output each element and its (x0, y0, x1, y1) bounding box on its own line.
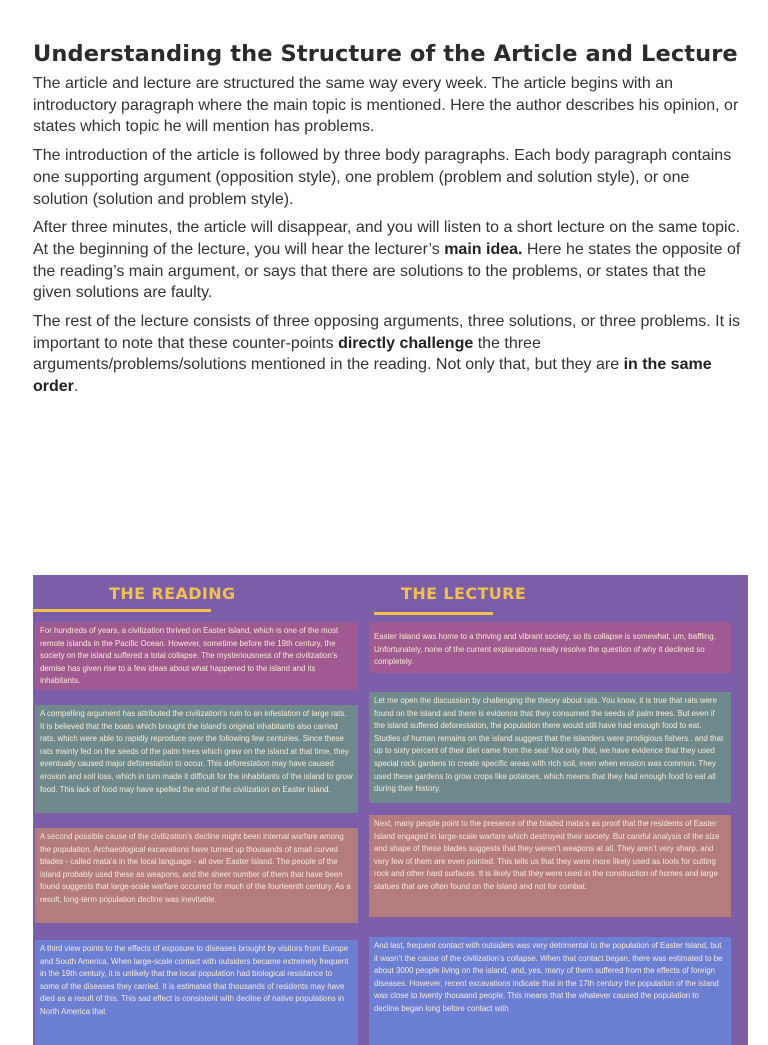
text: the three arguments/problems/solutions mentioned in the reading. Not only that, but they are (33, 334, 624, 374)
lecture-point-2-box: Next, many people point to the presence of the bladed mata’a as proof that the residents of Easter Island engaged in large-scale warfare which destroyed their society. But careful analysis of the size and shape of these blades suggests that they weren’t weapons at all. They aren’t very sharp, and very few of them are even pointed. This tells us that they were more likely used as tools for cutting rock and other hard surfaces. It is likely that they were used in the construction of homes and large statues that are often found on the island and not for combat. (369, 815, 731, 917)
reading-point-1-box: A compelling argument has attributed the civilization’s ruin to an infestation of large rats. It is believed that the boats which brought the island’s original inhabitants also carried rats, which were able to rapidly reproduce over the following few centuries. Since these rats mainly fed on the seeds of the palm trees which grew on the island at that time, they eventually caused major deforestation to occur. This deforestation may have caused erosion and soil loss, which in turn made it difficult for the inhabitants of the island to grow food. This lack of food may have spelled the end of the civilization on Easter Island. (35, 705, 358, 813)
paragraph-counterpoints (33, 311, 743, 398)
reading-heading-underline (33, 609, 211, 612)
lecture-heading: THE LECTURE (401, 584, 527, 603)
bold-directly-challenge: directly challenge (338, 334, 474, 352)
reading-point-3-box: A third view points to the effects of exposure to diseases brought by visitors from Europe and South America. When large-scale contact with outsiders became extremely frequent in the 19th century, it is unlikely that the local population had biological resistance to some of the diseases they carried. It is estimated that thousands of residents may have died as a result of this. This sad effect is consistent with decline of native populations in North America that (35, 940, 358, 1045)
reading-point-2-box: A second possible cause of the civilization’s decline might been internal warfare among the population. Archaeological excavations have turned up thousands of small curved blades - called mata’a in the local language - all over Easter Island. The people of the island probably used these as weapons, and the sheer number of them that have been found suggests that large-scale warfare occurred for much of the fourteenth century. As a result, long-term population decline was inevitable. (35, 828, 358, 923)
lecture-intro-box: Easter Island was home to a thriving and vibrant society, so its collapse is somewhat, um, baffling. Unfortunately, none of the current explanations really resolve the question of why it declined so completely. (369, 622, 731, 673)
lecture-point-1-box: Let me open the discussion by challenging the theory about rats. You know, it is true that rats were found on the island and there is evidence that they consumed the seeds of palm trees. But even if the island suffered deforestation, the population there would still have had enough food to eat. Studies of human remains on the island suggest that the islanders were prodigious fishers.. and that up to sixty percent of their diet came from the sea! Not only that, we have evidence that they used special rock gardens to create specific areas with rich soil, even when erosion was common. They used these gardens to grow crops like potatoes, which means that they had enough food to eat all during their history. (369, 692, 731, 803)
paragraph-intro: The article and lecture are structured the same way every week. The article begins with an introductory paragraph where the main topic is mentioned. Here the author describes his opinion, or states which topic he will mention has problems. (33, 75, 739, 136)
text: . (73, 378, 79, 396)
lecture-point-3-box: And last, frequent contact with outsiders was very detrimental to the population of Easter Island, but it wasn’t the cause of the civilization’s collapse. When that contact began, there was estimated to be about 3000 people living on the island, and, yes, many of them suffered from the effects of foreign diseases. However, recent excavations indicate that in the 17th century the population of the island was close to twenty thousand people. This means that the whatever caused the population to decline began long before contact with (369, 937, 731, 1045)
text: After three minutes, the article will disappear, and you will listen to a short lecture on the same topic. At the beginning of the lecture, you will hear the lecturer’s (33, 219, 741, 258)
reading-lecture-infographic (33, 575, 748, 1045)
lecture-heading-underline (374, 612, 493, 615)
bold-main-idea: main idea. (444, 240, 523, 258)
article-section (33, 38, 743, 405)
paragraph-lecture (33, 217, 743, 304)
reading-intro-box: For hundreds of years, a civilization thrived on Easter Island, which is one of the most remote islands in the Pacific Ocean. However, sometime before the 19th century, the society on the island suffered a total collapse. The mysteriousness of the civilization’s demise has given rise to a few ideas about what happened to the island and its inhabitants. (35, 622, 358, 690)
page-title: Understanding the Structure of the Article and Lecture (33, 41, 738, 67)
paragraph-body: The introduction of the article is followed by three body paragraphs. Each body paragraph contains one supporting argument (opposition style), one problem (problem and solution style), or one solution (solution and problem style). (33, 147, 732, 208)
reading-heading: THE READING (109, 584, 236, 603)
bold-same-order: in the same order (33, 356, 712, 396)
text: Here he states the opposite of the reading’s main argument, or says that there are solutions to the problems, or states that the given solutions are faulty. (33, 240, 741, 302)
text: The rest of the lecture consists of three opposing arguments, three solutions, or three problems. It is important to note that these counter-points (33, 313, 741, 352)
